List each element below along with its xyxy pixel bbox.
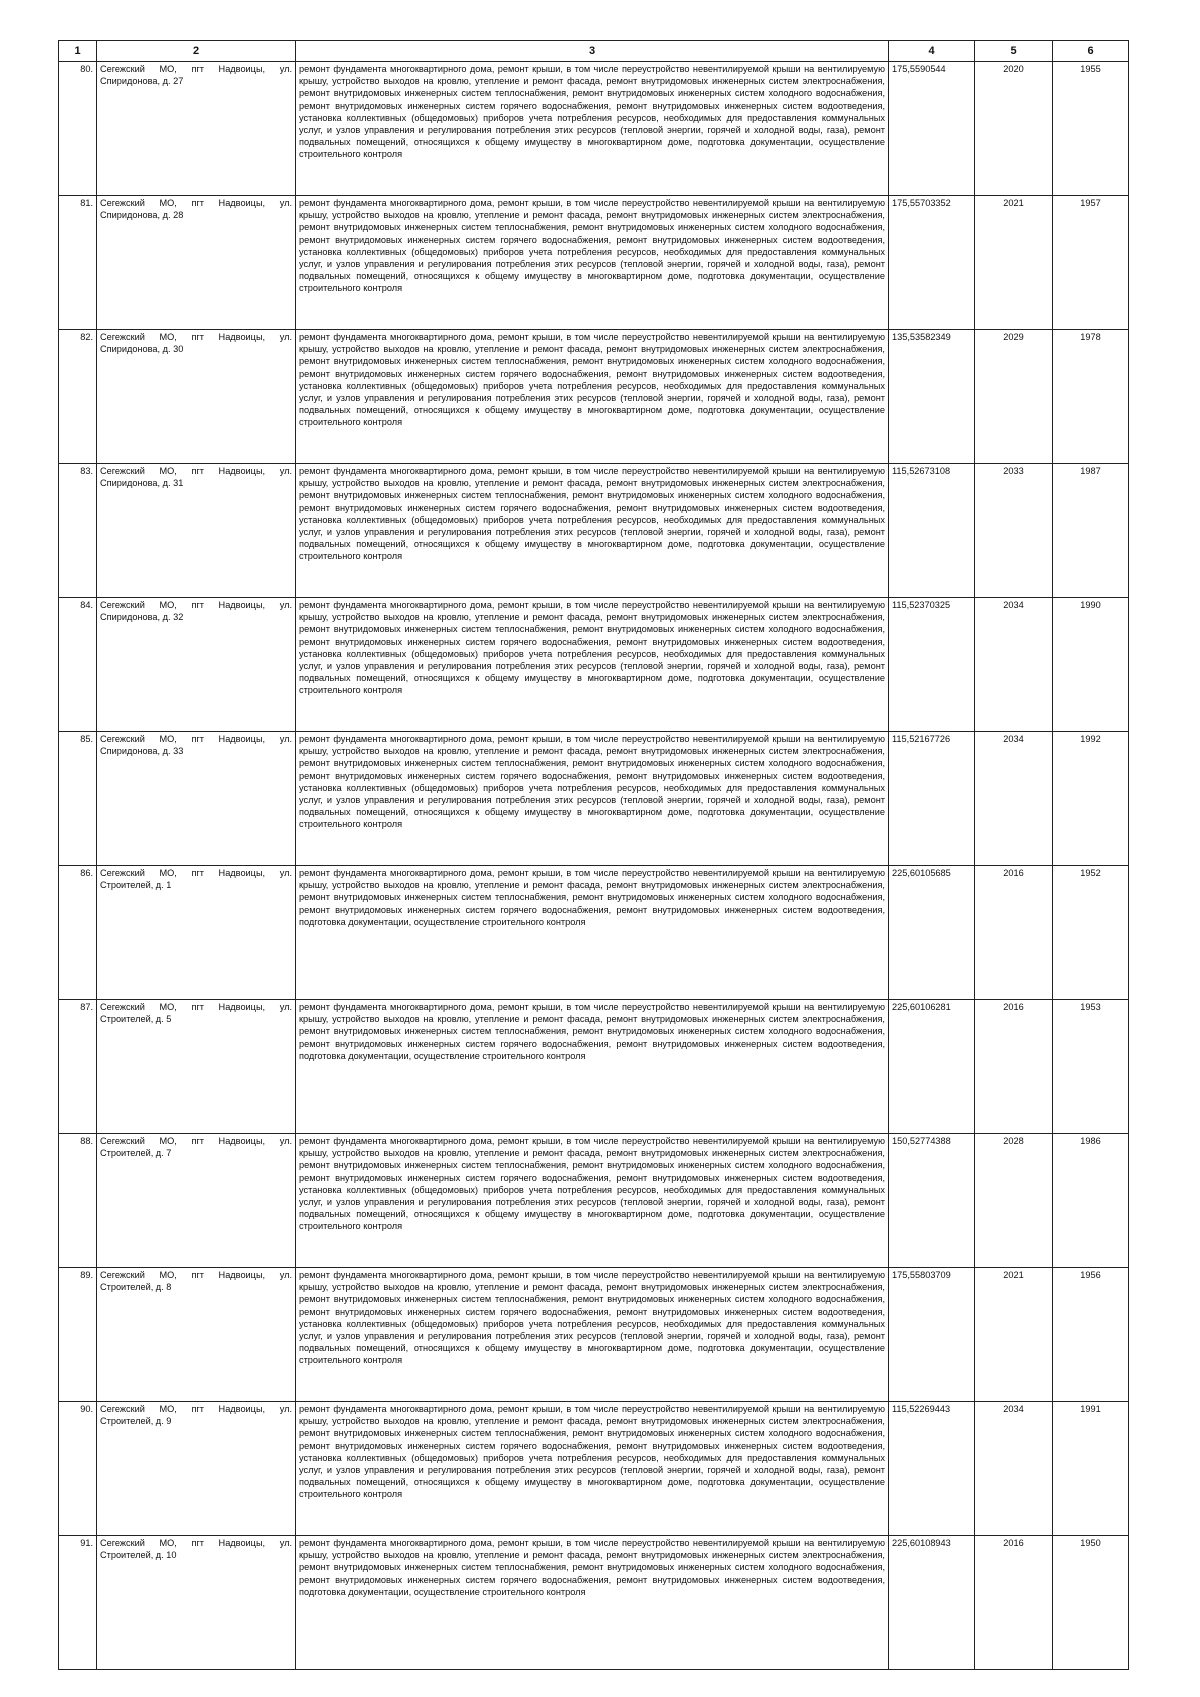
building-address: Сегежский МО, пгт Надвоицы, ул. Строителей, д. 10 (97, 1536, 296, 1670)
row-number: 91. (59, 1536, 97, 1670)
repair-cost: 135,53582349 (889, 330, 975, 464)
construction-year: 1957 (1053, 196, 1129, 330)
repair-works: ремонт фундамента многоквартирного дома, ремонт крыши, в том числе переустройство невентилируемой крыши на вентилируемую крышу, устройство выходов на кровлю, утепление и ремонт фасада, ремонт внутридомовых инженерных систем электроснабжения, ремонт внутридомовых инженерных систем теплоснабжения, ремонт внутридомовых инженерных систем холодного водоснабжения, ремонт внутридомовых инженерных систем горячего водоснабжения, ремонт внутридомовых инженерных систем водоотведения, установка коллективных (общедомовых) приборов учета потребления ресурсов, необходимых для предоставления коммунальных услуг, и узлов управления и регулирования потребления этих ресурсов (тепловой энергии, горячей и холодной воды, газа), ремонт подвальных помещений, относящихся к общему имуществу в многоквартирном доме, подготовка документации, осуществление строительного контроля (296, 598, 889, 732)
building-address: Сегежский МО, пгт Надвоицы, ул. Спиридонова, д. 30 (97, 330, 296, 464)
table-row (59, 330, 1129, 464)
repair-year: 2028 (975, 1134, 1053, 1268)
column-header-3: 3 (296, 41, 889, 62)
repair-year: 2020 (975, 62, 1053, 196)
repair-cost: 225,60106281 (889, 1000, 975, 1134)
construction-year: 1955 (1053, 62, 1129, 196)
table-row (59, 1000, 1129, 1134)
repair-works: ремонт фундамента многоквартирного дома, ремонт крыши, в том числе переустройство невентилируемой крыши на вентилируемую крышу, устройство выходов на кровлю, утепление и ремонт фасада, ремонт внутридомовых инженерных систем электроснабжения, ремонт внутридомовых инженерных систем теплоснабжения, ремонт внутридомовых инженерных систем холодного водоснабжения, ремонт внутридомовых инженерных систем горячего водоснабжения, ремонт внутридомовых инженерных систем водоотведения, установка коллективных (общедомовых) приборов учета потребления ресурсов, необходимых для предоставления коммунальных услуг, и узлов управления и регулирования потребления этих ресурсов (тепловой энергии, горячей и холодной воды, газа), ремонт подвальных помещений, относящихся к общему имуществу в многоквартирном доме, подготовка документации, осуществление строительного контроля (296, 1268, 889, 1402)
building-address: Сегежский МО, пгт Надвоицы, ул. Строителей, д. 8 (97, 1268, 296, 1402)
row-number: 83. (59, 464, 97, 598)
construction-year: 1991 (1053, 1402, 1129, 1536)
column-header-4: 4 (889, 41, 975, 62)
repair-year: 2034 (975, 1402, 1053, 1536)
repair-year: 2034 (975, 732, 1053, 866)
column-header-5: 5 (975, 41, 1053, 62)
repair-year: 2021 (975, 196, 1053, 330)
repair-year: 2034 (975, 598, 1053, 732)
repair-works: ремонт фундамента многоквартирного дома, ремонт крыши, в том числе переустройство невентилируемой крыши на вентилируемую крышу, устройство выходов на кровлю, утепление и ремонт фасада, ремонт внутридомовых инженерных систем электроснабжения, ремонт внутридомовых инженерных систем теплоснабжения, ремонт внутридомовых инженерных систем холодного водоснабжения, ремонт внутридомовых инженерных систем горячего водоснабжения, ремонт внутридомовых инженерных систем водоотведения, установка коллективных (общедомовых) приборов учета потребления ресурсов, необходимых для предоставления коммунальных услуг, и узлов управления и регулирования потребления этих ресурсов (тепловой энергии, горячей и холодной воды, газа), ремонт подвальных помещений, относящихся к общему имуществу в многоквартирном доме, подготовка документации, осуществление строительного контроля (296, 1402, 889, 1536)
repair-year: 2021 (975, 1268, 1053, 1402)
repair-works: ремонт фундамента многоквартирного дома, ремонт крыши, в том числе переустройство невентилируемой крыши на вентилируемую крышу, устройство выходов на кровлю, утепление и ремонт фасада, ремонт внутридомовых инженерных систем электроснабжения, ремонт внутридомовых инженерных систем теплоснабжения, ремонт внутридомовых инженерных систем холодного водоснабжения, ремонт внутридомовых инженерных систем горячего водоснабжения, ремонт внутридомовых инженерных систем водоотведения, установка коллективных (общедомовых) приборов учета потребления ресурсов, необходимых для предоставления коммунальных услуг, и узлов управления и регулирования потребления этих ресурсов (тепловой энергии, горячей и холодной воды, газа), ремонт подвальных помещений, относящихся к общему имуществу в многоквартирном доме, подготовка документации, осуществление строительного контроля (296, 1134, 889, 1268)
table-row (59, 464, 1129, 598)
building-address: Сегежский МО, пгт Надвоицы, ул. Спиридонова, д. 32 (97, 598, 296, 732)
table-row (59, 598, 1129, 732)
repair-works: ремонт фундамента многоквартирного дома, ремонт крыши, в том числе переустройство невентилируемой крыши на вентилируемую крышу, устройство выходов на кровлю, утепление и ремонт фасада, ремонт внутридомовых инженерных систем электроснабжения, ремонт внутридомовых инженерных систем теплоснабжения, ремонт внутридомовых инженерных систем холодного водоснабжения, ремонт внутридомовых инженерных систем горячего водоснабжения, ремонт внутридомовых инженерных систем водоотведения, подготовка документации, осуществление строительного контроля (296, 1000, 889, 1134)
table-row (59, 1536, 1129, 1670)
table-row (59, 866, 1129, 1000)
repair-works: ремонт фундамента многоквартирного дома, ремонт крыши, в том числе переустройство невентилируемой крыши на вентилируемую крышу, устройство выходов на кровлю, утепление и ремонт фасада, ремонт внутридомовых инженерных систем электроснабжения, ремонт внутридомовых инженерных систем теплоснабжения, ремонт внутридомовых инженерных систем холодного водоснабжения, ремонт внутридомовых инженерных систем горячего водоснабжения, ремонт внутридомовых инженерных систем водоотведения, установка коллективных (общедомовых) приборов учета потребления ресурсов, необходимых для предоставления коммунальных услуг, и узлов управления и регулирования потребления этих ресурсов (тепловой энергии, горячей и холодной воды, газа), ремонт подвальных помещений, относящихся к общему имуществу в многоквартирном доме, подготовка документации, осуществление строительного контроля (296, 330, 889, 464)
row-number: 89. (59, 1268, 97, 1402)
table-row (59, 732, 1129, 866)
repair-year: 2029 (975, 330, 1053, 464)
building-address: Сегежский МО, пгт Надвоицы, ул. Строителей, д. 5 (97, 1000, 296, 1134)
building-address: Сегежский МО, пгт Надвоицы, ул. Спиридонова, д. 31 (97, 464, 296, 598)
row-number: 82. (59, 330, 97, 464)
building-address: Сегежский МО, пгт Надвоицы, ул. Строителей, д. 9 (97, 1402, 296, 1536)
repair-year: 2016 (975, 1536, 1053, 1670)
capital-repair-table (58, 40, 1129, 1670)
repair-works: ремонт фундамента многоквартирного дома, ремонт крыши, в том числе переустройство невентилируемой крыши на вентилируемую крышу, устройство выходов на кровлю, утепление и ремонт фасада, ремонт внутридомовых инженерных систем электроснабжения, ремонт внутридомовых инженерных систем теплоснабжения, ремонт внутридомовых инженерных систем холодного водоснабжения, ремонт внутридомовых инженерных систем горячего водоснабжения, ремонт внутридомовых инженерных систем водоотведения, подготовка документации, осуществление строительного контроля (296, 1536, 889, 1670)
repair-works: ремонт фундамента многоквартирного дома, ремонт крыши, в том числе переустройство невентилируемой крыши на вентилируемую крышу, устройство выходов на кровлю, утепление и ремонт фасада, ремонт внутридомовых инженерных систем электроснабжения, ремонт внутридомовых инженерных систем теплоснабжения, ремонт внутридомовых инженерных систем холодного водоснабжения, ремонт внутридомовых инженерных систем горячего водоснабжения, ремонт внутридомовых инженерных систем водоотведения, установка коллективных (общедомовых) приборов учета потребления ресурсов, необходимых для предоставления коммунальных услуг, и узлов управления и регулирования потребления этих ресурсов (тепловой энергии, горячей и холодной воды, газа), ремонт подвальных помещений, относящихся к общему имуществу в многоквартирном доме, подготовка документации, осуществление строительного контроля (296, 62, 889, 196)
repair-works: ремонт фундамента многоквартирного дома, ремонт крыши, в том числе переустройство невентилируемой крыши на вентилируемую крышу, устройство выходов на кровлю, утепление и ремонт фасада, ремонт внутридомовых инженерных систем электроснабжения, ремонт внутридомовых инженерных систем теплоснабжения, ремонт внутридомовых инженерных систем холодного водоснабжения, ремонт внутридомовых инженерных систем горячего водоснабжения, ремонт внутридомовых инженерных систем водоотведения, установка коллективных (общедомовых) приборов учета потребления ресурсов, необходимых для предоставления коммунальных услуг, и узлов управления и регулирования потребления этих ресурсов (тепловой энергии, горячей и холодной воды, газа), ремонт подвальных помещений, относящихся к общему имуществу в многоквартирном доме, подготовка документации, осуществление строительного контроля (296, 196, 889, 330)
table-header-row (59, 41, 1129, 62)
column-header-6: 6 (1053, 41, 1129, 62)
building-address: Сегежский МО, пгт Надвоицы, ул. Спиридонова, д. 28 (97, 196, 296, 330)
repair-cost: 115,52269443 (889, 1402, 975, 1536)
row-number: 80. (59, 62, 97, 196)
construction-year: 1952 (1053, 866, 1129, 1000)
row-number: 88. (59, 1134, 97, 1268)
construction-year: 1953 (1053, 1000, 1129, 1134)
table-row (59, 1402, 1129, 1536)
repair-cost: 175,5590544 (889, 62, 975, 196)
table-row (59, 62, 1129, 196)
construction-year: 1986 (1053, 1134, 1129, 1268)
construction-year: 1990 (1053, 598, 1129, 732)
construction-year: 1987 (1053, 464, 1129, 598)
repair-cost: 150,52774388 (889, 1134, 975, 1268)
row-number: 84. (59, 598, 97, 732)
repair-cost: 175,55703352 (889, 196, 975, 330)
row-number: 86. (59, 866, 97, 1000)
row-number: 87. (59, 1000, 97, 1134)
construction-year: 1950 (1053, 1536, 1129, 1670)
repair-cost: 175,55803709 (889, 1268, 975, 1402)
repair-cost: 115,52370325 (889, 598, 975, 732)
repair-cost: 115,52673108 (889, 464, 975, 598)
column-header-1: 1 (59, 41, 97, 62)
repair-works: ремонт фундамента многоквартирного дома, ремонт крыши, в том числе переустройство невентилируемой крыши на вентилируемую крышу, устройство выходов на кровлю, утепление и ремонт фасада, ремонт внутридомовых инженерных систем электроснабжения, ремонт внутридомовых инженерных систем теплоснабжения, ремонт внутридомовых инженерных систем холодного водоснабжения, ремонт внутридомовых инженерных систем горячего водоснабжения, ремонт внутридомовых инженерных систем водоотведения, установка коллективных (общедомовых) приборов учета потребления ресурсов, необходимых для предоставления коммунальных услуг, и узлов управления и регулирования потребления этих ресурсов (тепловой энергии, горячей и холодной воды, газа), ремонт подвальных помещений, относящихся к общему имуществу в многоквартирном доме, подготовка документации, осуществление строительного контроля (296, 732, 889, 866)
table-row (59, 1268, 1129, 1402)
row-number: 85. (59, 732, 97, 866)
building-address: Сегежский МО, пгт Надвоицы, ул. Спиридонова, д. 33 (97, 732, 296, 866)
row-number: 81. (59, 196, 97, 330)
repair-cost: 115,52167726 (889, 732, 975, 866)
column-header-2: 2 (97, 41, 296, 62)
building-address: Сегежский МО, пгт Надвоицы, ул. Спиридонова, д. 27 (97, 62, 296, 196)
table-row (59, 1134, 1129, 1268)
repair-year: 2016 (975, 1000, 1053, 1134)
row-number: 90. (59, 1402, 97, 1536)
building-address: Сегежский МО, пгт Надвоицы, ул. Строителей, д. 1 (97, 866, 296, 1000)
table-row (59, 196, 1129, 330)
repair-works: ремонт фундамента многоквартирного дома, ремонт крыши, в том числе переустройство невентилируемой крыши на вентилируемую крышу, устройство выходов на кровлю, утепление и ремонт фасада, ремонт внутридомовых инженерных систем электроснабжения, ремонт внутридомовых инженерных систем теплоснабжения, ремонт внутридомовых инженерных систем холодного водоснабжения, ремонт внутридомовых инженерных систем горячего водоснабжения, ремонт внутридомовых инженерных систем водоотведения, подготовка документации, осуществление строительного контроля (296, 866, 889, 1000)
repair-cost: 225,60105685 (889, 866, 975, 1000)
repair-year: 2016 (975, 866, 1053, 1000)
construction-year: 1978 (1053, 330, 1129, 464)
repair-cost: 225,60108943 (889, 1536, 975, 1670)
repair-year: 2033 (975, 464, 1053, 598)
building-address: Сегежский МО, пгт Надвоицы, ул. Строителей, д. 7 (97, 1134, 296, 1268)
construction-year: 1992 (1053, 732, 1129, 866)
repair-works: ремонт фундамента многоквартирного дома, ремонт крыши, в том числе переустройство невентилируемой крыши на вентилируемую крышу, устройство выходов на кровлю, утепление и ремонт фасада, ремонт внутридомовых инженерных систем электроснабжения, ремонт внутридомовых инженерных систем теплоснабжения, ремонт внутридомовых инженерных систем холодного водоснабжения, ремонт внутридомовых инженерных систем горячего водоснабжения, ремонт внутридомовых инженерных систем водоотведения, установка коллективных (общедомовых) приборов учета потребления ресурсов, необходимых для предоставления коммунальных услуг, и узлов управления и регулирования потребления этих ресурсов (тепловой энергии, горячей и холодной воды, газа), ремонт подвальных помещений, относящихся к общему имуществу в многоквартирном доме, подготовка документации, осуществление строительного контроля (296, 464, 889, 598)
construction-year: 1956 (1053, 1268, 1129, 1402)
